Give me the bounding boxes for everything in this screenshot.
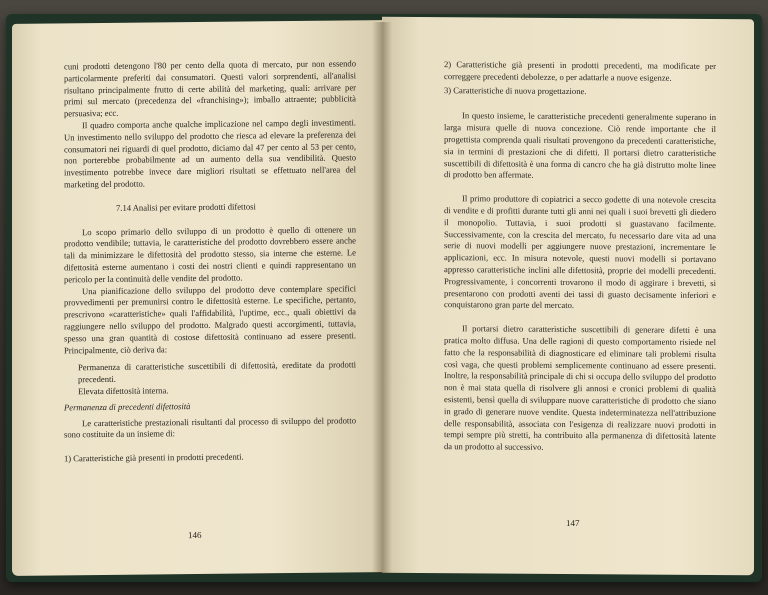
paragraph: Il quadro comporta anche qualche implicazione nel campo degli investimenti. Un investimento nello sviluppo del prodotto che riesca ad elevare la preferenza dei consumatori nei riguardi di quel prodotto, diciamo dal 47 per cento al 53 per cento, non porterebbe probabilmente ad un aumento della sua vendibilità. Questo investimento potrebbe invece dare migliori risultati se effettuato nell'area del marketing del prodotto. <box>64 117 356 190</box>
list-item: 1) Caratteristiche già presenti in prodotti precedenti. <box>64 451 244 464</box>
list-item: Permanenza di caratteristiche suscettibili di difettosità, ereditate da prodotti precedenti. <box>78 359 356 385</box>
right-page <box>382 17 754 576</box>
left-page <box>12 20 382 576</box>
right-page-body <box>444 59 716 455</box>
paragraph: Le caratteristiche prestazionali risultanti dal processo di sviluppo del prodotto sono costituite da un insieme di: <box>64 414 356 440</box>
paragraph: Il portarsi dietro caratteristiche suscettibili di generare difetti è una pratica molto diffusa. Una delle ragioni di questo comportamento risiede nel fatto che la responsabilità di diagnosticare ed eliminare tali problemi risulta così vaga, che questi problemi semplicemente continuano ad essere presenti. Inoltre, la responsabilità principale di chi si occupa dello sviluppo del prodotto non è mai stata quella di risolvere gli annosi e cronici problemi di qualità esistenti, bensì quella di sviluppare nuove caratteristiche di prodotto che siano in grado di generare nuove vendite. Questa indeterminatezza nell'attribuzione delle responsabilità, associata con l'esigenza di realizzare nuovi prodotti in tempi sempre più stretti, ha contribuito alla permanenza di difettosità latente da un prodotto al successivo. <box>444 323 716 452</box>
page-number: 146 <box>188 529 202 541</box>
paragraph: cuni prodotti detengono l'80 per cento della quota di mercato, pur non essendo particolarmente preferiti dai consumatori. Questi valori sorprendenti, all'analisi risultano principalmente frutto di certe abilità del marketing, quali: arrivare per primi sul mercato (precedenza del «franchising»); imballo attraente; pubblicità persuasiva; ecc. <box>64 58 356 119</box>
section-heading: 7.14 Analisi per evitare prodotti difettosi <box>116 201 256 213</box>
left-page-body <box>64 58 356 465</box>
paragraph: Una pianificazione dello sviluppo del prodotto deve contemplare specifici provvedimenti per premunirsi contro le difettosità esterne. Le specifiche, pertanto, prescrivono «caratteristiche» quali l'affidabilità, l'uptime, ecc., quali obiettivi da raggiungere nello sviluppo del prodotto. Malgrado questi accorgimenti, tuttavia, spesso una gran quantità di costose difettosità continuano ad essere presenti. Principalmente, ciò deriva da: <box>64 282 356 355</box>
paragraph: Lo scopo primario dello sviluppo di un prodotto è quello di ottenere un prodotto vendibile; tuttavia, le caratteristiche del prodotto dovrebbero essere anche tali da minimizzare le difettosità del prodotto stesso, sia interne che esterne. Le difettosità esterne aumentano i costi dei nostri clienti e quindi rappresentano un pericolo per la continuità delle vendite del prodotto. <box>64 223 356 285</box>
paragraph: Il primo produttore di copiatrici a secco godette di una notevole crescita di vendite e di profitti durante tutti gli anni nei quali i suoi brevetti gli diedero il monopolio. Tuttavia, i suoi prodotti si guastavano facilmente. Successivamente, con la crescita del mercato, fu necessario dare vita ad una serie di nuovi modelli per aggiungere nuove prestazioni, incrementare le applicazioni, ecc. In misura notevole, questi nuovi modelli si portavano appresso caratteristiche inclini alle difettosità, proprie dei modelli precedenti. Progressivamente, i concorrenti trovarono il modo di aggirare i brevetti, si presentarono con prodotti aventi dei tassi di guasto decisamente inferiori e conquistarono gran parte del mercato. <box>444 193 716 311</box>
page-number: 147 <box>566 517 580 529</box>
book-gutter <box>372 22 392 574</box>
list-item: 2) Caratteristiche già presenti in prodotti precedenti, ma modificate per correggere precedenti debolezze, o per adattarle a nuove esigenze. <box>444 59 716 83</box>
list-item: 3) Caratteristiche di nuova progettazione. <box>444 84 587 96</box>
paragraph: In questo insieme, le caratteristiche precedenti generalmente superano in larga misura quelle di nuova concezione. Ciò rende importante che il progettista comprenda quali risultati provengono da precedenti caratteristiche, sia in termini di prestazioni che di difetti. Il portarsi dietro caratteristiche suscettibili di difettosità è una forma di cancro che ha già distrutto molte linee di prodotto ben affermate. <box>444 110 716 181</box>
subheading: Permanenza di precedenti difettosità <box>64 400 191 413</box>
list-item: Elevata difettosità interna. <box>78 385 169 397</box>
